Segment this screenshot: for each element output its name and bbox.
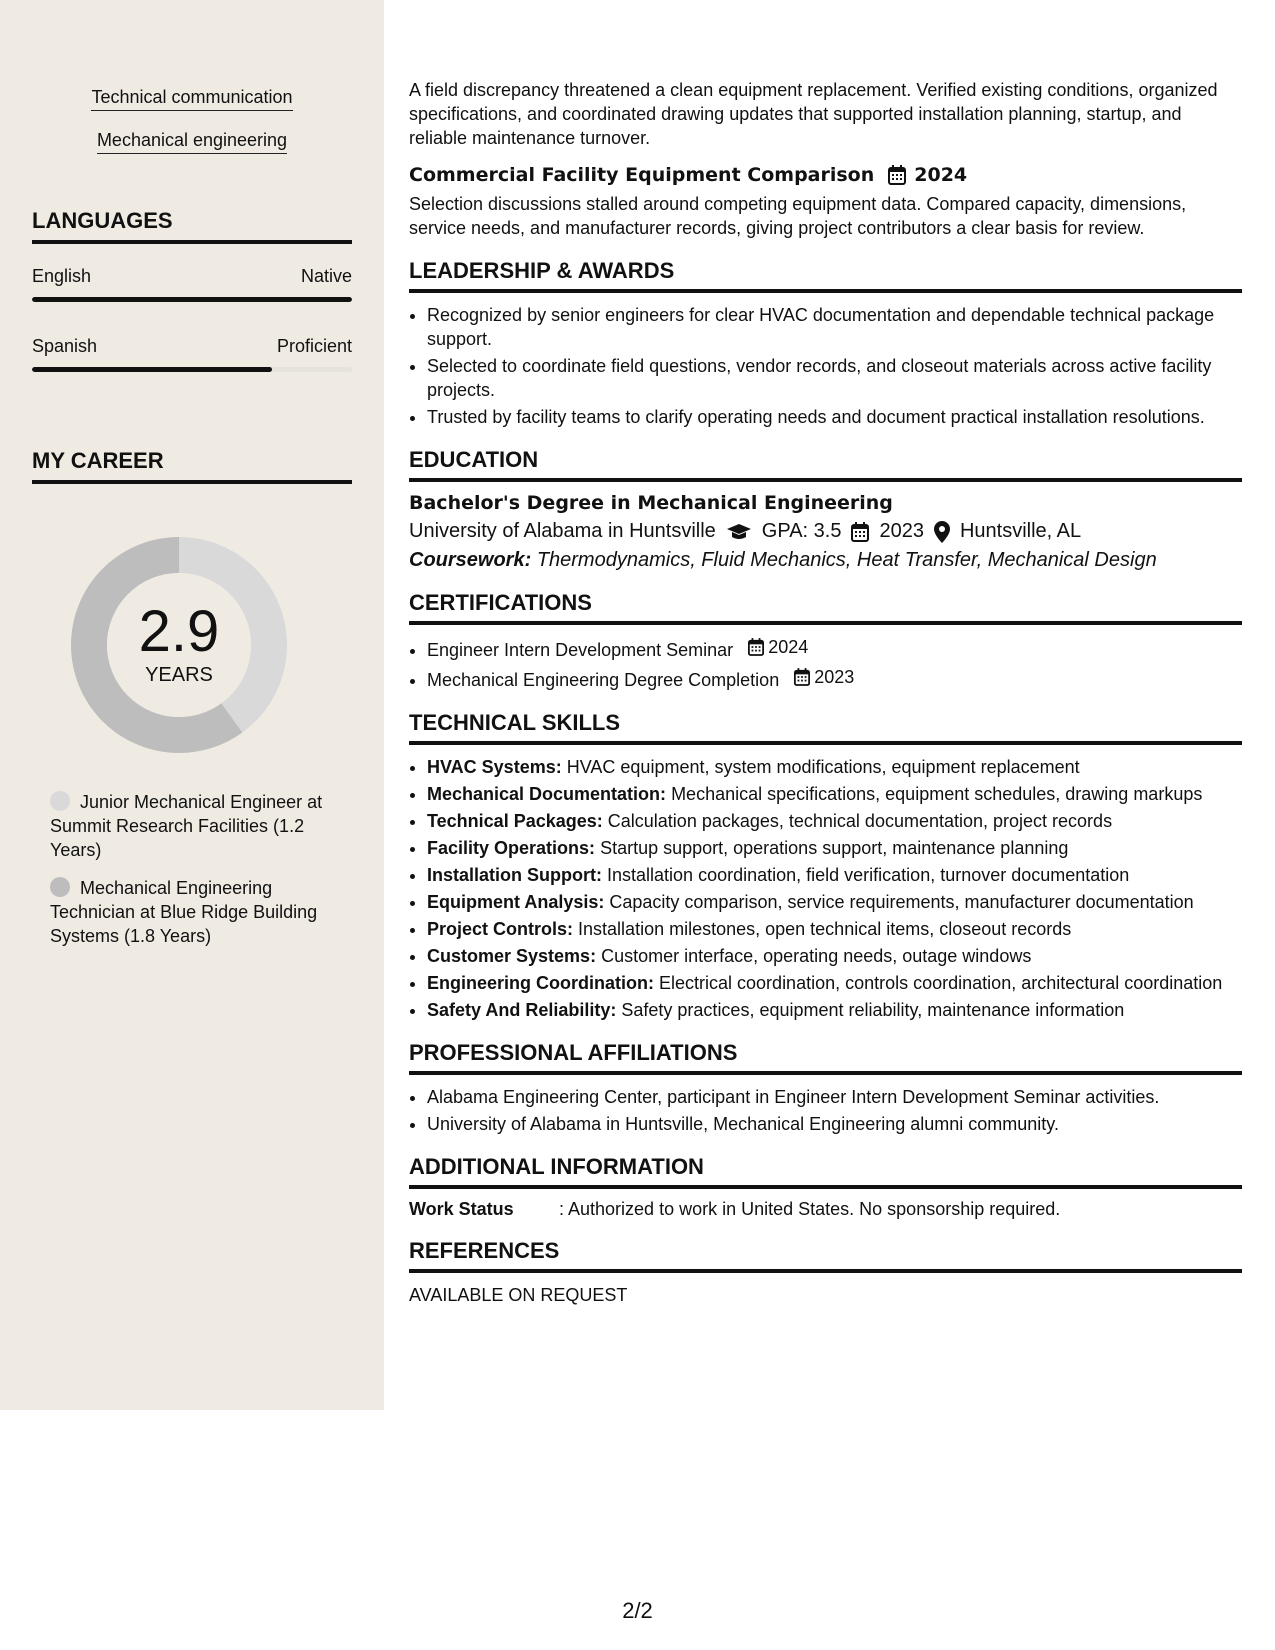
skill-text: Calculation packages, technical documentation, project records [607,811,1113,831]
list-item [427,665,1242,692]
skill-tags [0,86,384,172]
affiliations-heading: PROFESSIONAL AFFILIATIONS [409,1040,1242,1075]
education-location: Huntsville, AL [959,520,1082,542]
work-status-row [409,1199,1242,1220]
certification-date [748,635,808,659]
language-bar [32,297,352,302]
skill-label: Engineering Coordination: [427,973,654,993]
list-item: • Alabama Engineering Center, participant in Engineer Intern Development Seminar activities. [427,1085,1242,1109]
leadership-heading: LEADERSHIP & AWARDS [409,258,1242,293]
skill-item [427,782,1242,806]
references-text: AVAILABLE ON REQUEST [409,1285,628,1305]
language-bar [32,367,352,372]
skill-text: Mechanical specifications, equipment schedules, drawing markups [671,784,1203,804]
coursework-label: Coursework: [409,549,532,571]
education-year: 2023 [879,520,924,542]
certification-year: 2023 [814,667,855,687]
list-item: • Recognized by senior engineers for clear HVAC documentation and dependable technical package support. [427,303,1242,351]
project-description: A field discrepancy threatened a clean equipment replacement. Verified existing conditions, organized specifications, and coordinated drawing updates that supported installation planning, startup, and reliable maintenance turnover. [409,80,1218,148]
skills-list [409,755,1242,1022]
skill-item [427,863,1242,887]
skill-label: Customer Systems: [427,946,597,966]
project-year: 2024 [914,164,968,186]
skill-text: Electrical coordination, controls coordination, architectural coordination [659,973,1223,993]
skill-text: Capacity comparison, service requirements, manufacturer documentation [609,892,1194,912]
language-name: English [32,266,92,286]
additional-info-heading: ADDITIONAL INFORMATION [409,1154,1242,1189]
project-title: Commercial Facility Equipment Comparison [409,164,875,186]
calendar-icon [888,165,906,185]
coursework-text: Thermodynamics, Fluid Mechanics, Heat Transfer, Mechanical Design [536,549,1157,571]
sidebar [0,0,384,1410]
skill-label: Installation Support: [427,865,602,885]
career-item-label: Junior Mechanical Engineer at Summit Research Facilities (1.2 Years) [50,792,323,860]
certifications-list [409,635,1242,692]
skill-label: Project Controls: [427,919,574,939]
education-school: University of Alabama in Huntsville [409,520,716,542]
certification-name: Engineer Intern Development Seminar [427,640,734,660]
skill-item [427,998,1242,1022]
main-content [409,78,1242,1307]
certification-date [794,665,854,689]
education-details [409,520,1242,543]
list-item: • Selected to coordinate field questions, vendor records, and closeout materials across active facility projects. [427,354,1242,402]
language-level: Native [300,266,352,286]
education-gpa: GPA: 3.5 [761,520,842,542]
skills-heading: TECHNICAL SKILLS [409,710,1242,745]
language-bar-fill [32,297,352,302]
graduation-cap-icon [726,523,752,541]
language-bar-fill [32,367,272,372]
skill-tag: Technical communication [91,86,292,111]
career-donut-chart [64,530,294,760]
skill-text: Startup support, operations support, maintenance planning [600,838,1069,858]
career-item-label: Mechanical Engineering Technician at Blue Ridge Building Systems (1.8 Years) [50,878,318,946]
career-heading: MY CAREER [32,448,352,484]
skill-label: Equipment Analysis: [427,892,605,912]
map-pin-icon [934,521,950,543]
skill-label: Technical Packages: [427,811,603,831]
career-section [32,448,352,484]
calendar-icon [748,638,764,656]
certifications-heading: CERTIFICATIONS [409,590,1242,625]
education-degree: Bachelor's Degree in Mechanical Engineering [409,492,893,514]
language-name: Spanish [32,336,98,356]
project-description: Selection discussions stalled around competing equipment data. Compared capacity, dimensions, service needs, and manufacturer records, giving project contributors a clear basis for review. [409,194,1187,238]
career-item [50,876,330,948]
work-status-value: : Authorized to work in United States. No sponsorship required. [559,1199,1061,1219]
skill-item [427,890,1242,914]
affiliations-list [409,1085,1242,1136]
education-coursework [409,549,1242,572]
calendar-icon [794,668,810,686]
skill-item [427,809,1242,833]
career-list [50,790,330,962]
calendar-icon [851,522,869,542]
career-legend-dot [50,791,70,811]
language-level: Proficient [276,336,352,356]
work-status-label: Work Status [409,1199,514,1219]
skill-text: HVAC equipment, system modifications, equipment replacement [566,757,1080,777]
language-item [32,336,352,372]
page-number: 2/2 [622,1598,653,1623]
education-heading: EDUCATION [409,447,1242,482]
skill-tag: Mechanical engineering [97,129,287,154]
leadership-list [409,303,1242,429]
skill-item [427,755,1242,779]
project-title-row [409,164,1242,186]
career-item [50,790,330,862]
career-years-unit: YEARS [145,664,213,686]
career-total-years: 2.9 [138,599,220,664]
languages-heading: LANGUAGES [32,208,352,244]
donut-center [64,530,294,760]
career-legend-dot [50,877,70,897]
list-item: • University of Alabama in Huntsville, Mechanical Engineering alumni community. [427,1112,1242,1136]
skill-item [427,971,1242,995]
skill-text: Customer interface, operating needs, outage windows [601,946,1032,966]
certification-name: Mechanical Engineering Degree Completion [427,670,780,690]
list-item [427,635,1242,662]
skill-label: HVAC Systems: [427,757,562,777]
skill-label: Facility Operations: [427,838,596,858]
references-heading: REFERENCES [409,1238,1242,1273]
skill-text: Safety practices, equipment reliability, maintenance information [621,1000,1125,1020]
skill-label: Mechanical Documentation: [427,784,667,804]
project-date [888,164,967,186]
skill-item [427,944,1242,968]
skill-item [427,917,1242,941]
skill-label: Safety And Reliability: [427,1000,617,1020]
skill-item [427,836,1242,860]
skill-text: Installation coordination, field verification, turnover documentation [607,865,1130,885]
languages-section [32,208,352,372]
language-item [32,266,352,302]
list-item: • Trusted by facility teams to clarify operating needs and document practical installation resolutions. [427,405,1242,429]
skill-text: Installation milestones, open technical items, closeout records [578,919,1072,939]
certification-year: 2024 [768,637,809,657]
